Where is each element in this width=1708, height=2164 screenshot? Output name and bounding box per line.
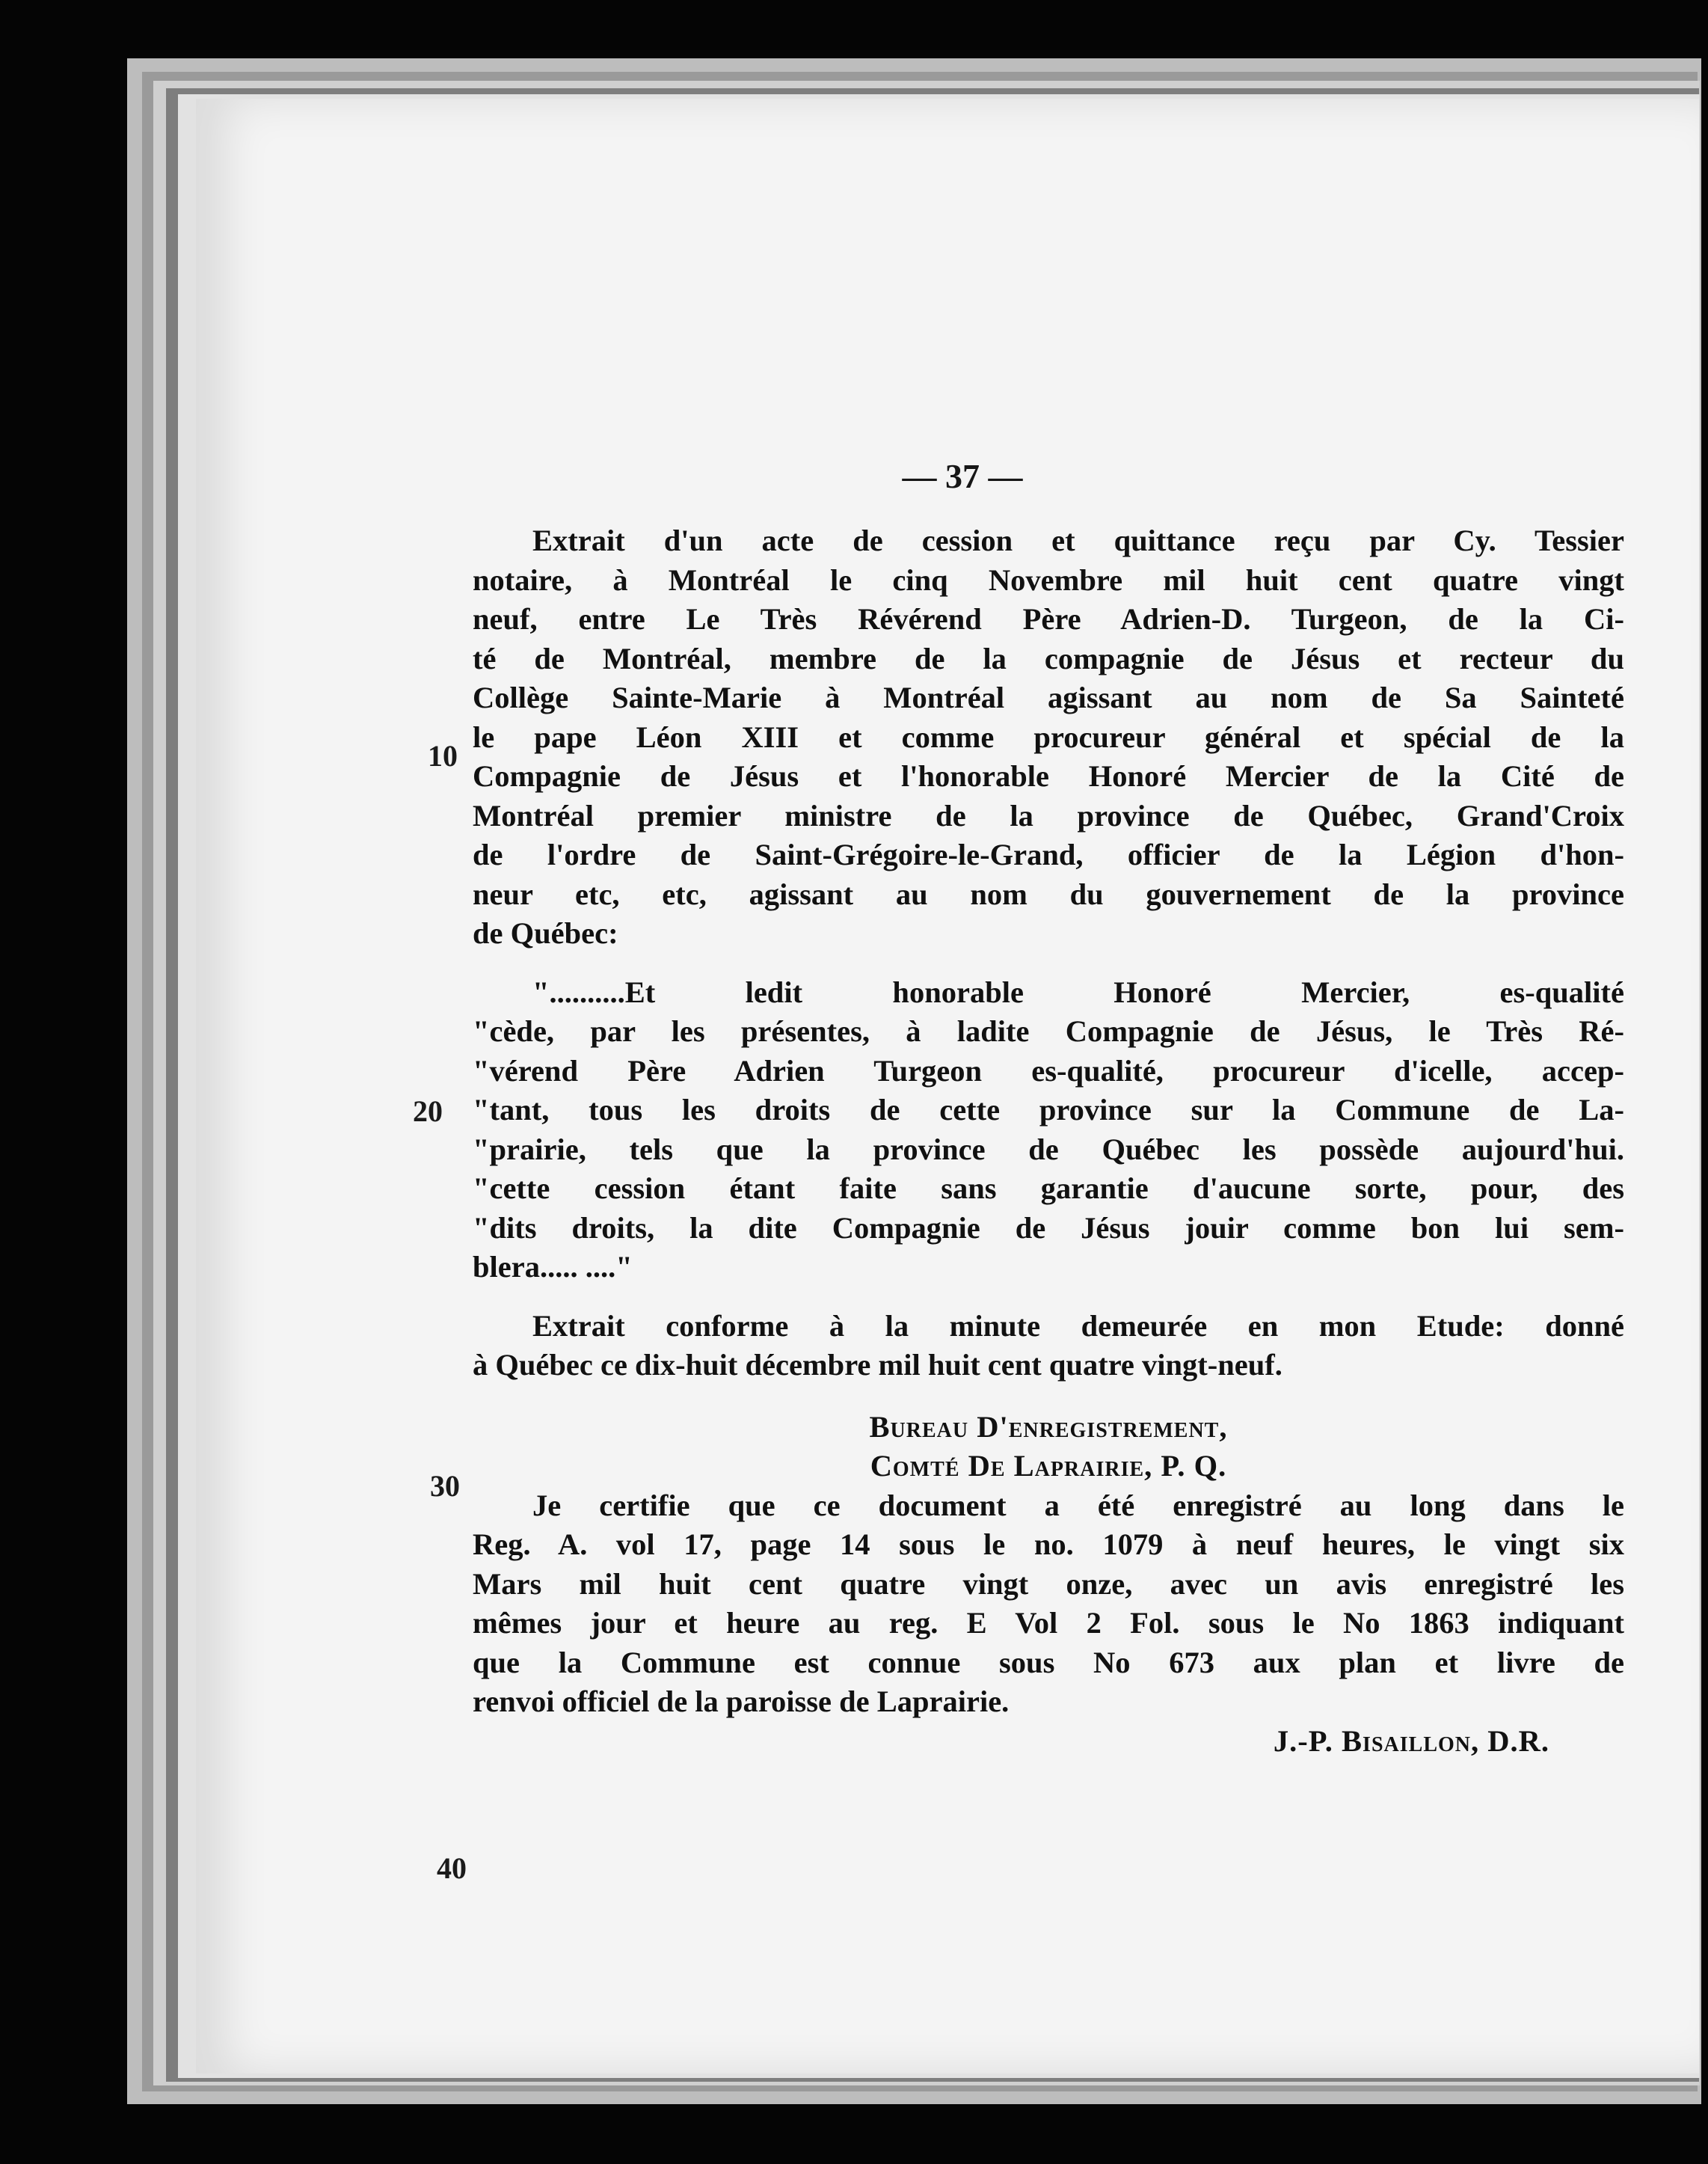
- text-line: "cède, par les présentes, à ladite Compagnie de Jésus, le Très Ré-: [473, 1014, 1624, 1048]
- margin-line-number: 20: [413, 1094, 443, 1128]
- text-line: à Québec ce dix-huit décembre mil huit cent quatre vingt-neuf.: [473, 1348, 1282, 1382]
- margin-line-number: 10: [428, 739, 458, 773]
- deed-extract-paragraph: [473, 521, 1624, 954]
- document-body: [473, 521, 1624, 1761]
- text-line: Je certifie que ce document a été enregistré au long dans le: [532, 1488, 1624, 1522]
- text-line: Montréal premier ministre de la province de Québec, Grand'Croix: [473, 798, 1624, 833]
- text-line: le pape Léon XIII et comme procureur général et spécial de la: [473, 720, 1624, 754]
- text-line: que la Commune est connue sous No 673 aux plan et livre de: [473, 1645, 1624, 1679]
- conformity-paragraph: [473, 1307, 1624, 1385]
- margin-line-number: 40: [437, 1851, 467, 1885]
- text-line: Collège Sainte-Marie à Montréal agissant au nom de Sa Sainteté: [473, 681, 1624, 714]
- text-line: "vérend Père Adrien Turgeon es-qualité, procureur d'icelle, accep-: [473, 1053, 1624, 1088]
- text-line: "prairie, tels que la province de Québec les possède aujourd'hui.: [473, 1132, 1624, 1166]
- text-line: de l'ordre de Saint-Grégoire-le-Grand, officier de la Légion d'hon-: [473, 838, 1624, 871]
- registry-office-heading: Bureau D'enregistrement,: [869, 1409, 1228, 1444]
- text-line: "dits droits, la dite Compagnie de Jésus jouir comme bon lui sem-: [473, 1210, 1624, 1245]
- margin-line-number: 30: [430, 1469, 460, 1503]
- text-line: de Québec:: [473, 916, 618, 950]
- text-line: Mars mil huit cent quatre vingt onze, avec un avis enregistré les: [473, 1566, 1624, 1601]
- county-heading: Comté De Laprairie, P. Q.: [870, 1449, 1227, 1483]
- text-line: neur etc, etc, agissant au nom du gouvernement de la province: [473, 877, 1624, 911]
- text-line: "cette cession étant faite sans garantie d'aucune sorte, pour, des: [473, 1171, 1624, 1205]
- page-number: — 37 —: [902, 457, 1023, 495]
- document-page: [196, 99, 1699, 2073]
- registrar-signature: J.-P. Bisaillon, D.R.: [1273, 1723, 1549, 1758]
- text-line: "..........Et ledit honorable Honoré Mercier, es-qualité: [532, 975, 1624, 1009]
- text-line: neuf, entre Le Très Révérend Père Adrien-D. Turgeon, de la Ci-: [473, 602, 1624, 636]
- quoted-cession-clause: [473, 973, 1624, 1287]
- text-line: Extrait conforme à la minute demeurée en mon Etude: donné: [532, 1308, 1624, 1343]
- text-line: té de Montréal, membre de la compagnie de Jésus et recteur du: [473, 641, 1624, 675]
- text-line: mêmes jour et heure au reg. E Vol 2 Fol. sous le No 1863 indiquant: [473, 1606, 1624, 1640]
- text-line: renvoi officiel de la paroisse de Laprairie.: [473, 1685, 1010, 1718]
- text-line: Extrait d'un acte de cession et quittance reçu par Cy. Tessier: [532, 524, 1624, 557]
- text-line: notaire, à Montréal le cinq Novembre mil huit cent quatre vingt: [473, 563, 1624, 597]
- text-line: Reg. A. vol 17, page 14 sous le no. 1079 à neuf heures, le vingt six: [473, 1527, 1624, 1561]
- text-line: "tant, tous les droits de cette province sur la Commune de La-: [473, 1093, 1624, 1127]
- registration-certificate: [473, 1486, 1624, 1722]
- text-line: Compagnie de Jésus et l'honorable Honoré Mercier de la Cité de: [473, 759, 1624, 793]
- text-line: blera..... ....": [473, 1250, 633, 1284]
